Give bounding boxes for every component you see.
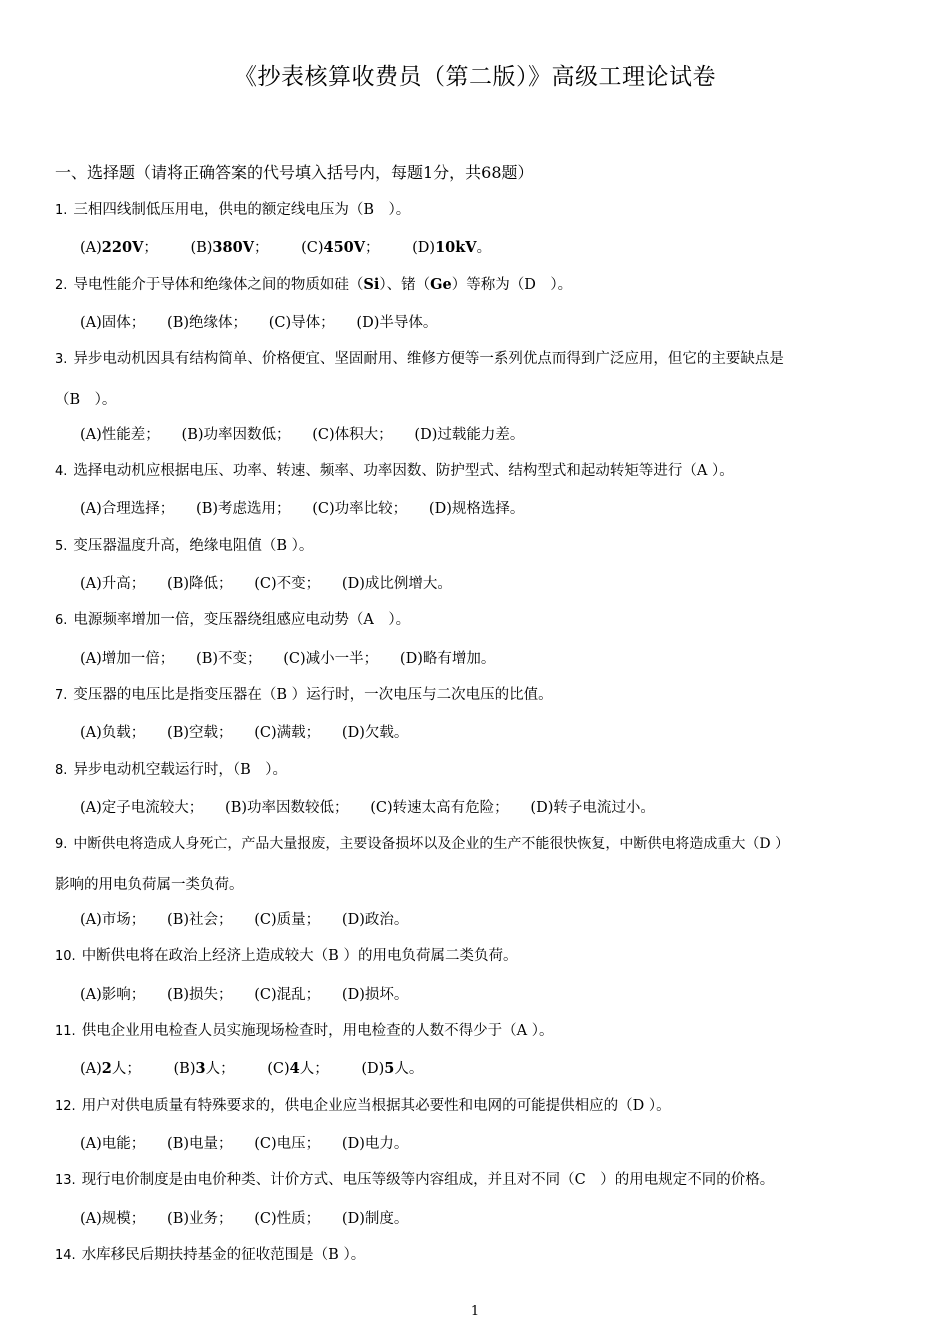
question-8-options: (A)定子电流较大； (B)功率因数较低； (C)转速太高有危险； (D)转子电流过小。 bbox=[80, 800, 655, 816]
question-1 bbox=[55, 192, 900, 229]
question-9-continuation: 影响的用电负荷属一类负荷。 bbox=[55, 877, 244, 893]
question-10 bbox=[55, 938, 900, 975]
question-14 bbox=[55, 1237, 900, 1274]
question-number: 12. bbox=[55, 1099, 76, 1114]
question-11 bbox=[55, 1013, 900, 1050]
question-number: 7. bbox=[55, 688, 68, 703]
question-8 bbox=[55, 752, 900, 789]
section-heading: 一、选择题（请将正确答案的代号填入括号内，每题1分，共68题） bbox=[55, 163, 534, 182]
question-4 bbox=[55, 453, 900, 490]
question-text: 水库移民后期扶持基金的征收范围是（B ）。 bbox=[81, 1247, 366, 1263]
question-7-options: (A)负载； (B)空载； (C)满载； (D)欠载。 bbox=[80, 725, 409, 741]
question-text: 三相四线制低压用电，供电的额定线电压为（B ）。 bbox=[73, 202, 411, 218]
question-number: 9. bbox=[55, 837, 68, 852]
question-text: 异步电动机因具有结构简单、价格便宜、坚固耐用、维修方便等一系列优点而得到广泛应用，但它的主要缺点是 bbox=[73, 351, 784, 367]
question-number: 8. bbox=[55, 763, 68, 778]
question-11-options: (A)2人； (B)3人； (C)4人； (D)5人。 bbox=[80, 1060, 424, 1077]
question-5-options: (A)升高； (B)降低； (C)不变； (D)成比例增大。 bbox=[80, 576, 452, 592]
question-13 bbox=[55, 1162, 900, 1199]
question-text: 供电企业用电检查人员实施现场检查时，用电检查的人数不得少于（A ）。 bbox=[81, 1023, 554, 1039]
question-text: 选择电动机应根据电压、功率、转速、频率、功率因数、防护型式、结构型式和起动转矩等进行（A ）。 bbox=[73, 463, 734, 479]
question-number: 10. bbox=[55, 949, 76, 964]
question-3-continuation: （B ）。 bbox=[55, 392, 117, 408]
question-number: 14. bbox=[55, 1248, 76, 1263]
question-text: 中断供电将在政治上经济上造成较大（B ）的用电负荷属二类负荷。 bbox=[81, 948, 518, 964]
question-number: 13. bbox=[55, 1173, 76, 1188]
question-number: 2. bbox=[55, 278, 68, 293]
question-2-options: (A)固体； (B)绝缘体； (C)导体； (D)半导体。 bbox=[80, 315, 438, 331]
question-number: 6. bbox=[55, 613, 68, 628]
question-text: 用户对供电质量有特殊要求的，供电企业应当根据其必要性和电网的可能提供相应的（D ）。 bbox=[81, 1098, 671, 1114]
question-12 bbox=[55, 1088, 900, 1125]
question-9 bbox=[55, 826, 900, 863]
question-5 bbox=[55, 528, 900, 565]
question-12-options: (A)电能； (B)电量； (C)电压； (D)电力。 bbox=[80, 1136, 409, 1152]
question-9-options: (A)市场； (B)社会； (C)质量； (D)政治。 bbox=[80, 912, 409, 928]
page-number: 1 bbox=[470, 1304, 480, 1319]
question-text: 变压器温度升高，绝缘电阻值（B ）。 bbox=[73, 538, 314, 554]
question-4-options: (A)合理选择； (B)考虑选用； (C)功率比较； (D)规格选择。 bbox=[80, 501, 525, 517]
question-text: 异步电动机空载运行时，（B ）。 bbox=[73, 762, 288, 778]
question-6-options: (A)增加一倍； (B)不变； (C)减小一半； (D)略有增加。 bbox=[80, 651, 496, 667]
question-1-options: (A)220V； (B)380V； (C)450V； (D)10kV。 bbox=[80, 239, 492, 256]
question-3 bbox=[55, 341, 900, 378]
question-text: 现行电价制度是由电价种类、计价方式、电压等级等内容组成，并且对不同（C ）的用电规定不同的价格。 bbox=[81, 1172, 775, 1188]
question-number: 5. bbox=[55, 539, 68, 554]
question-number: 3. bbox=[55, 352, 68, 367]
question-6 bbox=[55, 602, 900, 639]
question-number: 4. bbox=[55, 464, 68, 479]
question-text: 电源频率增加一倍，变压器绕组感应电动势（A ）。 bbox=[73, 612, 411, 628]
question-10-options: (A)影响； (B)损失； (C)混乱； (D)损坏。 bbox=[80, 987, 409, 1003]
question-7 bbox=[55, 677, 900, 714]
exam-title: 《抄表核算收费员（第二版）》高级工理论试卷 bbox=[234, 64, 716, 90]
question-text: 变压器的电压比是指变压器在（B ）运行时，一次电压与二次电压的比值。 bbox=[73, 687, 553, 703]
question-3-options: (A)性能差； (B)功率因数低； (C)体积大； (D)过载能力差。 bbox=[80, 427, 525, 443]
question-text: 中断供电将造成人身死亡，产品大量报废，主要设备损坏以及企业的生产不能很快恢复，中断供电将造成重大（D ） bbox=[73, 836, 790, 852]
question-2: 2. 导电性能介于导体和绝缘体之间的物质如硅（Si）、锗（Ge）等称为（D ）。 bbox=[55, 276, 573, 293]
question-13-options: (A)规模； (B)业务； (C)性质； (D)制度。 bbox=[80, 1211, 409, 1227]
question-number: 1. bbox=[55, 203, 68, 218]
question-number: 11. bbox=[55, 1024, 76, 1039]
